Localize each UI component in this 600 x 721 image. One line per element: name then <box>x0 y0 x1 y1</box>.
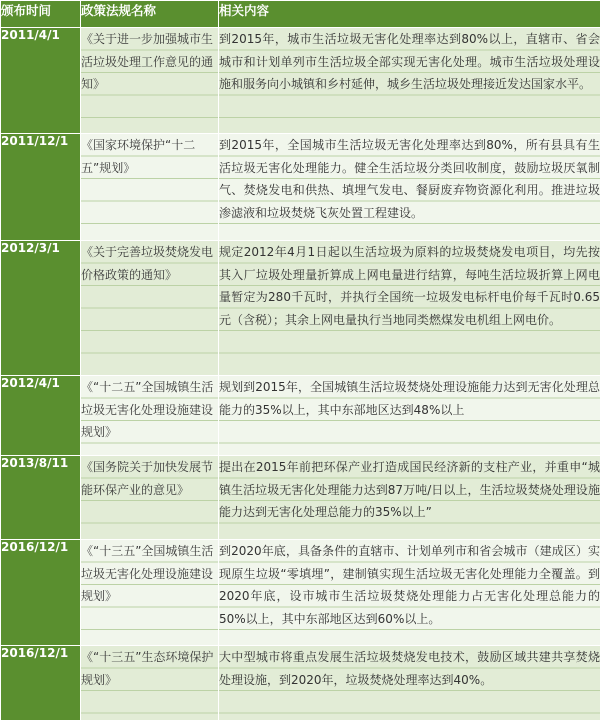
table-header-row <box>1 1 600 28</box>
row-content: 规定2012年4月1日起以生活垃圾为原料的垃圾焚烧发电项目，均先按其入厂垃圾处理量折算成上网电量进行结算，每吨生活垃圾折算上网电量暂定为280千瓦时，并执行全国统一垃圾发电标杆电价每千瓦时0.65元（含税）；其余上网电量执行当地同类燃煤发电机组上网电价。 <box>219 241 600 376</box>
table-row <box>1 376 600 456</box>
header-date: 颁布时间 <box>1 1 81 28</box>
row-policy-name: 《“十三五”全国城镇生活垃圾无害化处理设施建设规划》 <box>81 540 219 646</box>
row-policy-name: 《国务院关于加快发展节能环保产业的意见》 <box>81 456 219 540</box>
row-content: 大中型城市将重点发展生活垃圾焚烧发电技术，鼓励区域共建共享焚烧处理设施，到2020年，垃圾焚烧处理率达到40%。 <box>219 646 600 721</box>
row-content: 到2020年底，具备条件的直辖市、计划单列市和省会城市（建成区）实现原生垃圾“零填埋”，建制镇实现生活垃圾无害化处理能力全覆盖。到2020年底，设市城市生活垃圾焚烧处理能力占无害化处理总能力的50%以上，其中东部地区达到60%以上。 <box>219 540 600 646</box>
row-content: 到2015年，全国城市生活垃圾无害化处理率达到80%，所有县具有生活垃圾无害化处理能力。健全生活垃圾分类回收制度，鼓励垃圾厌氧制气、焚烧发电和供热、填埋气发电、餐厨废弃物资源化利用。推进垃圾渗滤液和垃圾焚烧飞灰处置工程建设。 <box>219 134 600 241</box>
table-row <box>1 134 600 241</box>
table-row <box>1 456 600 540</box>
row-date: 2011/12/1 <box>1 134 81 241</box>
row-date: 2016/12/1 <box>1 646 81 721</box>
row-content: 提出在2015年前把环保产业打造成国民经济新的支柱产业，并重申“城镇生活垃圾无害化处理能力达到87万吨/日以上，生活垃圾焚烧处理设施能力达到无害化处理总能力的35%以上” <box>219 456 600 540</box>
row-content: 到2015年，城市生活垃圾无害化处理率达到80%以上，直辖市、省会城市和计划单列市生活垃圾全部实现无害化处理。城市生活垃圾处理设施和服务向小城镇和乡村延伸，城乡生活垃圾处理接近发达国家水平。 <box>219 28 600 134</box>
row-policy-name: 《“十三五”生态环境保护规划》 <box>81 646 219 721</box>
row-policy-name: 《关于完善垃圾焚烧发电价格政策的通知》 <box>81 241 219 376</box>
row-policy-name: 《关于进一步加强城市生活垃圾处理工作意见的通知》 <box>81 28 219 134</box>
row-date: 2012/3/1 <box>1 241 81 376</box>
header-content: 相关内容 <box>219 1 600 28</box>
row-policy-name: 《国家环境保护“十二五”规划》 <box>81 134 219 241</box>
row-date: 2013/8/11 <box>1 456 81 540</box>
table-row <box>1 646 600 721</box>
row-date: 2016/12/1 <box>1 540 81 646</box>
row-date: 2011/4/1 <box>1 28 81 134</box>
table-row <box>1 540 600 646</box>
row-date: 2012/4/1 <box>1 376 81 456</box>
table-row <box>1 241 600 376</box>
table-row <box>1 28 600 134</box>
row-policy-name: 《“十二五”全国城镇生活垃圾无害化处理设施建设规划》 <box>81 376 219 456</box>
row-content: 规划到2015年，全国城镇生活垃圾焚烧处理设施能力达到无害化处理总能力的35%以上，其中东部地区达到48%以上 <box>219 376 600 456</box>
header-name: 政策法规名称 <box>81 1 219 28</box>
